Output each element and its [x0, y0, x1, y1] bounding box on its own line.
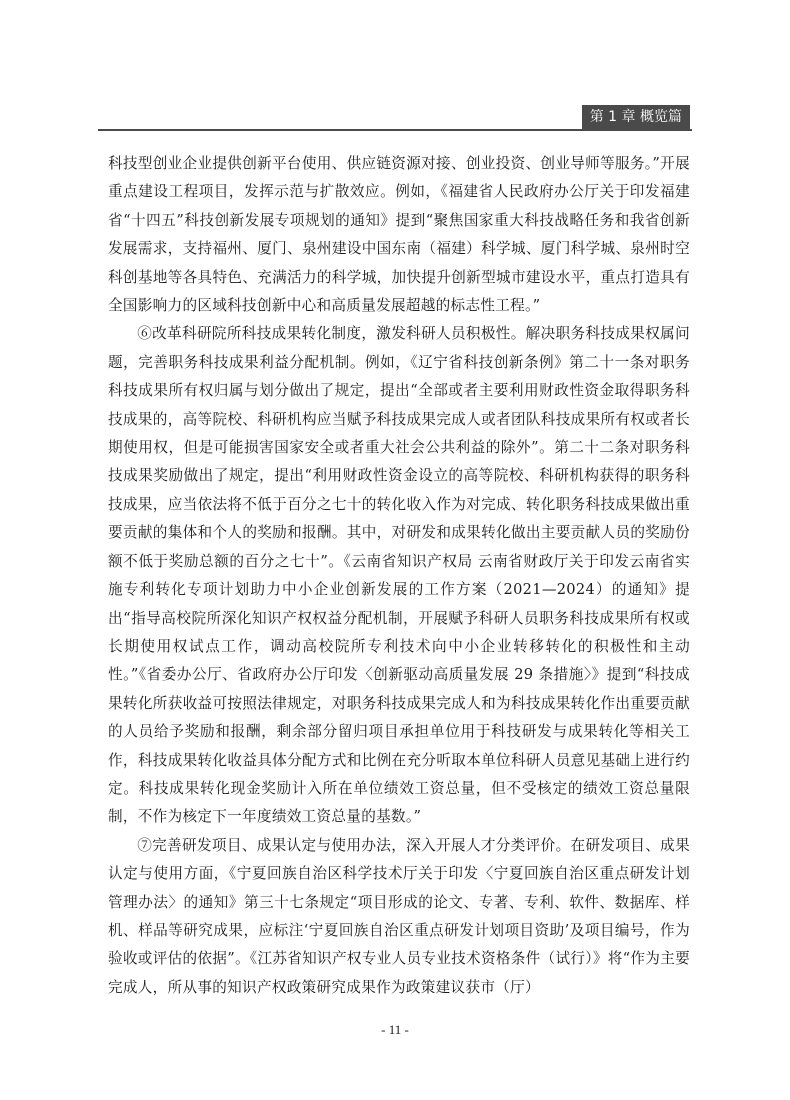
paragraph-item-7: ⑦完善研发项目、成果认定与使用办法，深入开展人才分类评价。在研发项目、成果认定与使用方面，《宁夏回族自治区科学技术厅关于印发〈宁夏回族自治区重点研发计划管理办法〉的通知》第三十七条规定“项目形成的论文、专著、专利、软件、数据库、样机、样品等研究成果，应标注‘宁夏回族自治区重点研发计划项目资助’及项目编号，作为验收或评估的依据”。《江苏省知识产权专业人员专业技术资格条件（试行）》将“作为主要完成人，所从事的知识产权政策研究成果作为政策建议获市（厅） — [108, 836, 690, 996]
header-rule — [98, 129, 692, 131]
page-body — [108, 150, 690, 1002]
chapter-header: 第 1 章 概览篇 — [582, 105, 690, 129]
page-number: - 11 - — [381, 1022, 409, 1037]
paragraph-continuation: 科技型创业企业提供创新平台使用、供应链资源对接、创业投资、创业导师等服务。”开展重点建设工程项目，发挥示范与扩散效应。例如，《福建省人民政府办公厅关于印发福建省“十四五”科技创新发展专项规划的通知》提到“聚焦国家重大科技战略任务和我省创新发展需求，支持福州、厦门、泉州建设中国东南（福建）科学城、厦门科学城、泉州时空科创基地等各具特色、充满活力的科学城，加快提升创新型城市建设水平，重点打造具有全国影响力的区域科技创新中心和高质量发展超越的标志性工程。” — [108, 155, 690, 315]
paragraph-item-6: ⑥改革科研院所科技成果转化制度，激发科研人员积极性。解决职务科技成果权属问题，完善职务科技成果利益分配机制。例如，《辽宁省科技创新条例》第二十一条对职务科技成果所有权归属与划分做出了规定，提出“全部或者主要利用财政性资金取得职务科技成果的，高等院校、科研机构应当赋予科技成果完成人或者团队科技成果所有权或者长期使用权，但是可能损害国家安全或者重大社会公共利益的除外”。第二十二条对职务科技成果奖励做出了规定，提出“利用财政性资金设立的高等院校、科研机构获得的职务科技成果，应当依法将不低于百分之七十的转化收入作为对完成、转化职务科技成果做出重要贡献的集体和个人的奖励和报酬。其中，对研发和成果转化做出主要贡献人员的奖励份额不低于奖励总额的百分之七十”。《云南省知识产权局 云南省财政厅关于印发云南省实施专利转化专项计划助力中小企业创新发展的工作方案（2021—2024）的通知》提出“指导高校院所深化知识产权权益分配机制，开展赋予科研人员职务科技成果所有权或长期使用权试点工作，调动高校院所专利技术向中小企业转移转化的积极性和主动性。”《省委办公厅、省政府办公厅印发〈创新驱动高质量发展 29 条措施〉》提到“科技成果转化所获收益可按照法律规定，对职务科技成果完成人和为科技成果转化作出重要贡献的人员给予奖励和报酬，剩余部分留归项目承担单位用于科技研发与成果转化等相关工作，科技成果转化收益具体分配方式和比例在充分听取本单位科研人员意见基础上进行约定。科技成果转化现金奖励计入所在单位绩效工资总量，但不受核定的绩效工资总量限制，不作为核定下一年度绩效工资总量的基数。” — [108, 325, 690, 826]
